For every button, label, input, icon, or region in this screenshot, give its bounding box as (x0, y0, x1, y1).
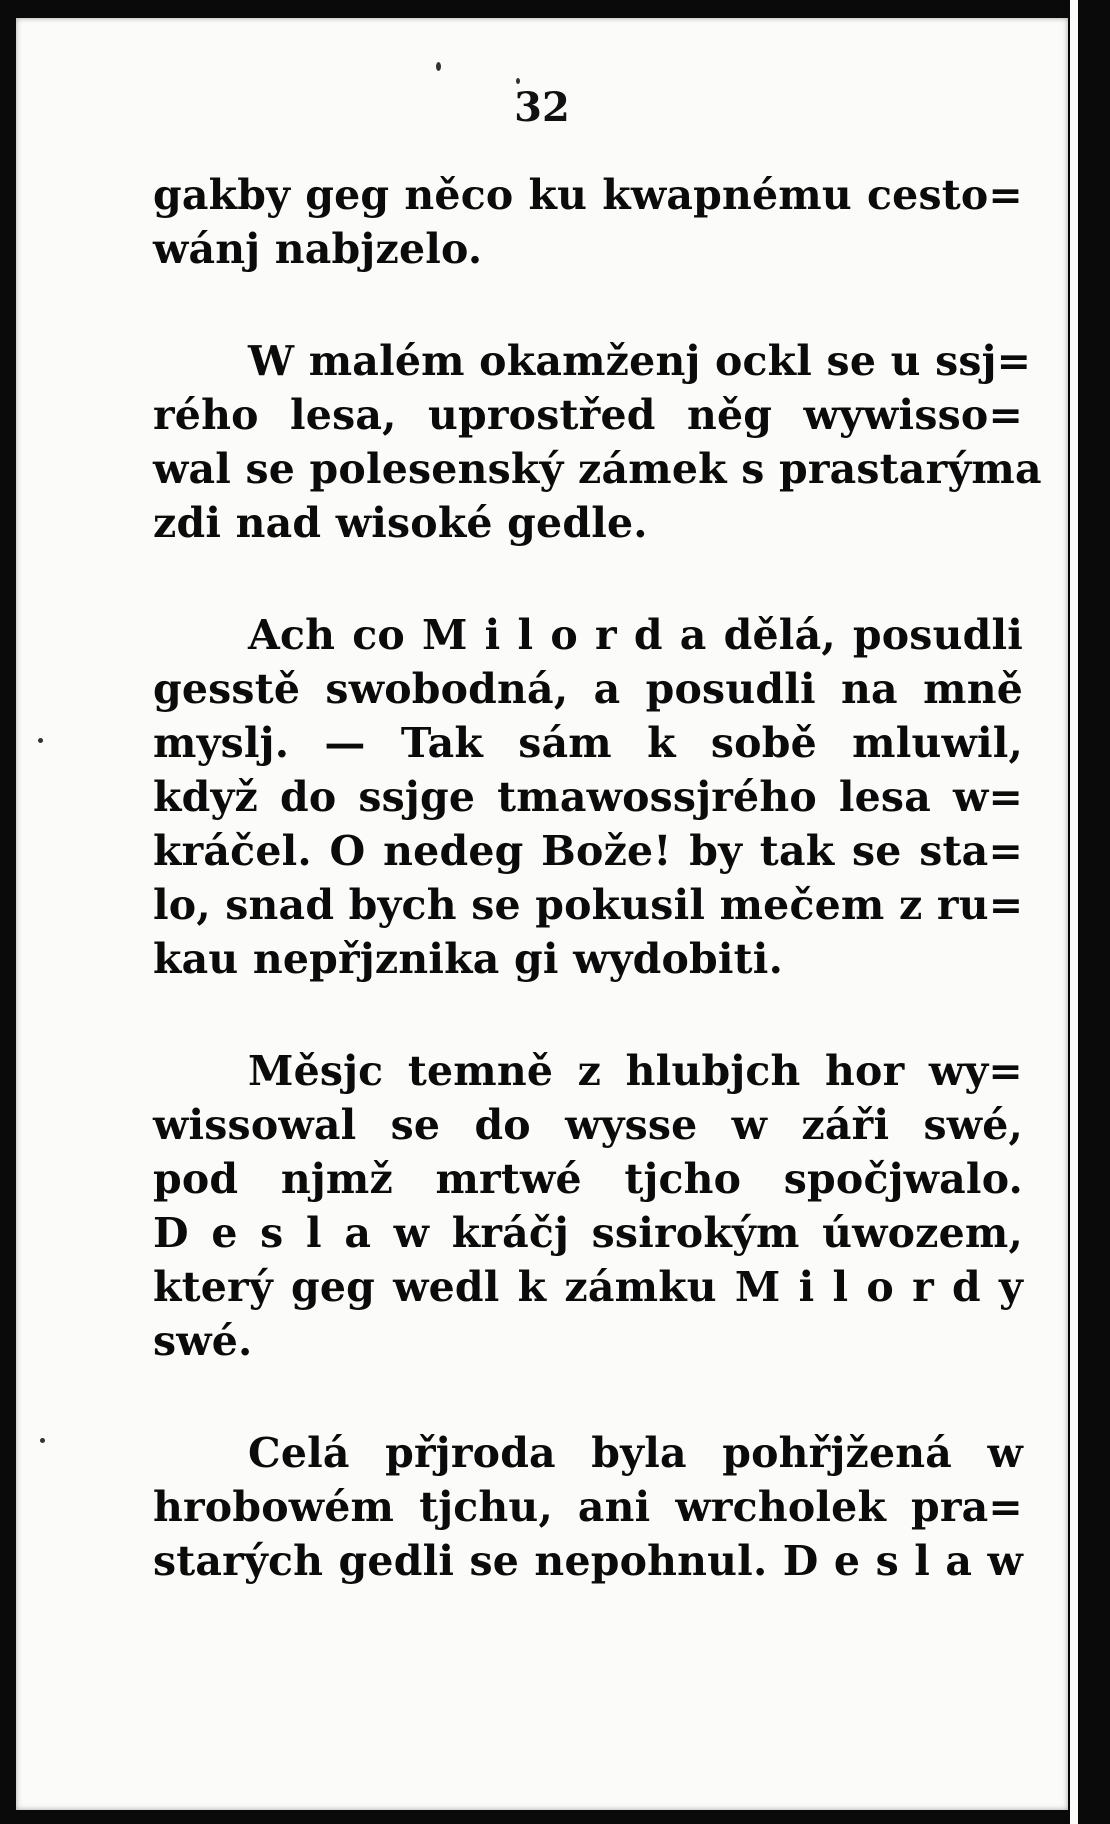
text-line: pod njmž mrtwé tjcho spočjwalo. (153, 1155, 1023, 1203)
text-line: wánj nabjzelo. (153, 225, 483, 273)
text-line: swé. (153, 1317, 253, 1365)
text-line: wal se polesenský zámek s prastarýma (153, 445, 1042, 493)
text-line: myslj. — Tak sám k sobě mluwil, (153, 719, 1023, 767)
text-line: kráčel. O nedeg Bože! by tak se sta= (153, 827, 1023, 875)
text-line: lo, snad bych se pokusil mečem z ru= (153, 881, 1024, 929)
text-line: kau nepřjznika gi wydobiti. (153, 935, 784, 983)
print-speck (38, 738, 43, 743)
text-line: D e s l a w kráčj ssirokým úwozem, (153, 1209, 1023, 1257)
text-line: wissowal se do wysse w záři swé, (153, 1101, 1023, 1149)
text-line: rého lesa, uprostřed něg wywisso= (153, 391, 1023, 439)
adjacent-page-edge (1070, 0, 1078, 1824)
text-line: starých gedli se nepohnul. D e s l a w (153, 1537, 1023, 1585)
text-line: který geg wedl k zámku M i l o r d y (153, 1263, 1023, 1311)
text-line: Celá přjroda byla pohřjžená w (248, 1429, 1023, 1477)
text-line: když do ssjge tmawossjrého lesa w= (153, 773, 1023, 821)
text-line: hrobowém tjchu, ani wrcholek pra= (153, 1483, 1023, 1531)
text-line: gakby geg něco ku kwapnému cesto= (153, 171, 1023, 219)
paragraph-3 (153, 608, 1023, 986)
book-page (16, 18, 1068, 1810)
text-line: Ach co M i l o r d a dělá, posudli (248, 611, 1023, 659)
body-text (153, 168, 1042, 1646)
paragraph-4 (153, 1044, 1023, 1368)
print-speck (40, 1438, 45, 1443)
text-line: gesstě swobodná, a posudli na mně (153, 665, 1023, 713)
print-speck (516, 78, 520, 84)
paragraph-2 (153, 334, 1042, 550)
text-line: zdi nad wisoké gedle. (153, 499, 648, 547)
paragraph-5 (153, 1426, 1023, 1588)
print-speck (436, 62, 441, 71)
page-number: 32 (514, 84, 570, 131)
text-line: W malém okamženj ockl se u ssj= (248, 337, 1032, 385)
paragraph-1 (153, 168, 1023, 276)
text-line: Měsjc temně z hlubjch hor wy= (248, 1047, 1023, 1095)
